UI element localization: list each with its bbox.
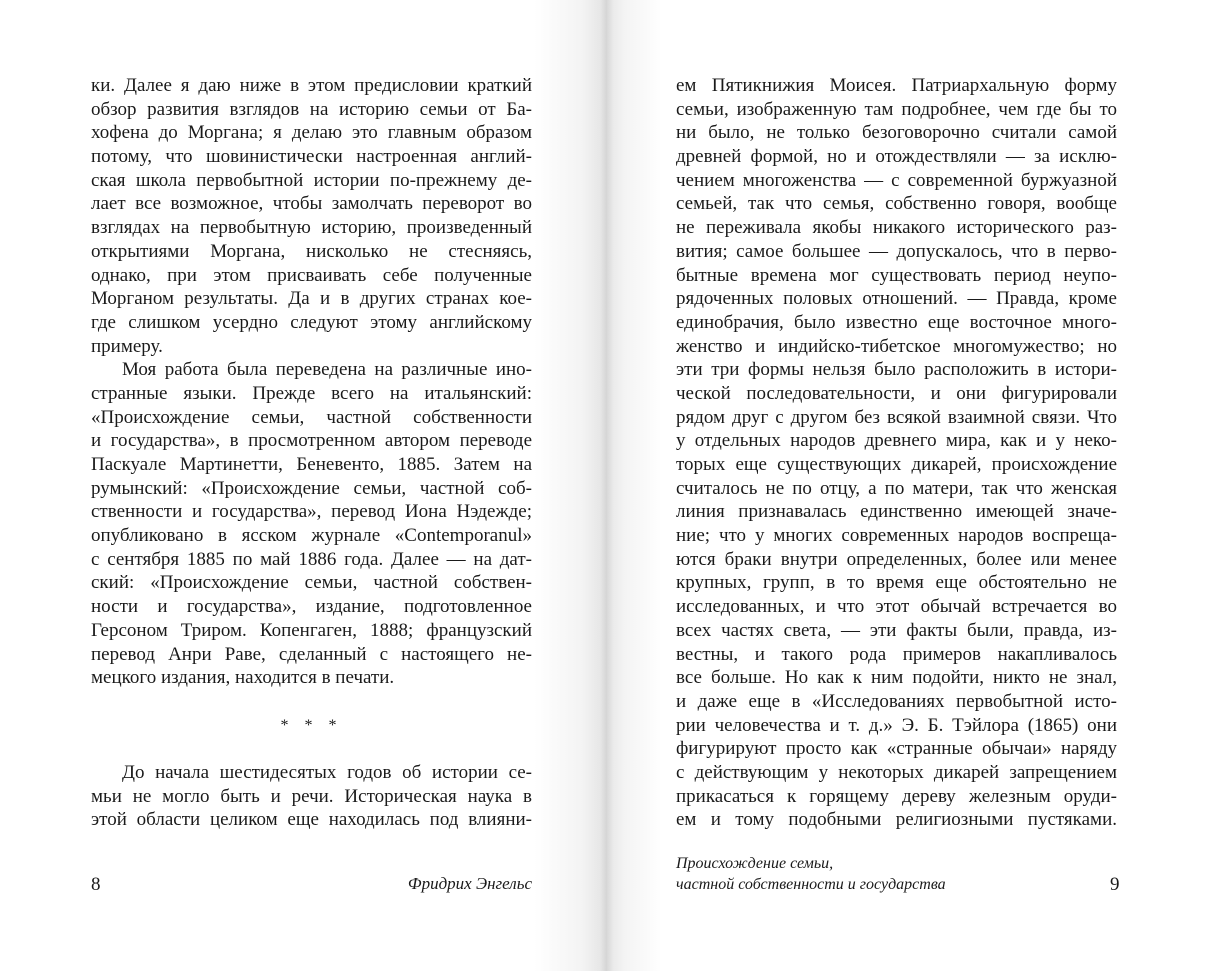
text-line: ются браки внутри определенных, более или менее xyxy=(676,548,1117,570)
running-title: Фридрих Энгельс xyxy=(407,874,532,893)
text-line: ческой последовательности, и они фигурировали xyxy=(676,382,1117,404)
text-line: мецкого издания, находится в печати. xyxy=(91,667,395,689)
text-line: у отдельных народов древнего мира, как и у неко- xyxy=(676,430,1117,452)
text-line: исследованных, и что этот обычай встречается во xyxy=(676,596,1117,618)
text-line: примеру. xyxy=(91,335,163,357)
text-line: с действующим у некоторых дикарей запрещением xyxy=(676,761,1117,783)
text-line: потому, что шовинистически настроенная англий- xyxy=(91,146,532,168)
text-line: лает все возможное, чтобы замолчать переворот во xyxy=(91,193,532,215)
text-line: перевод Анри Раве, сделанный с настоящего не- xyxy=(91,643,532,665)
text-line: женство и индийско-тибетское многомужество; но xyxy=(676,335,1117,357)
left-page-text xyxy=(91,74,532,832)
text-line: семьей, так что семья, собственно говоря, вообще xyxy=(676,193,1117,215)
text-line: крупных, групп, в то время еще обстоятельно не xyxy=(676,572,1117,594)
text-line: где слишком усердно следуют этому английскому xyxy=(91,311,532,333)
text-line: прикасаться к горящему дереву железным оруди- xyxy=(676,785,1117,807)
text-line: ем и тому подобными религиозными пустяками. xyxy=(676,809,1117,831)
text-line: всех частях света, — эти факты были, правда, из- xyxy=(676,619,1117,641)
text-line: древней формой, но и отождествляли — за исклю- xyxy=(676,146,1117,168)
text-line: Моя работа была переведена на различные ино- xyxy=(122,359,532,381)
text-line: бытные времена мог существовать период неупо- xyxy=(676,264,1117,286)
text-line: ем Пятикнижия Моисея. Патриархальную форму xyxy=(676,75,1117,96)
text-line: Герсоном Триром. Копенгаген, 1888; французский xyxy=(91,619,532,641)
text-line: рядоченных половых отношений. — Правда, кроме xyxy=(676,288,1117,310)
text-line: эти три формы нельзя было расположить в истори- xyxy=(676,359,1117,381)
running-title-line: частной собственности и государства xyxy=(676,876,946,893)
running-title xyxy=(676,853,946,895)
text-line: считалось не по отцу, а по матери, так что женская xyxy=(676,477,1117,499)
text-line: ности и государства», издание, подготовленное xyxy=(91,596,532,618)
text-line: ние; что у многих современных народов воспреща- xyxy=(676,525,1117,547)
right-page-text xyxy=(676,74,1117,832)
page-number: 8 xyxy=(91,874,101,895)
text-line: ки. Далее я даю ниже в этом предисловии краткий xyxy=(91,75,532,96)
text-line: фигурируют просто как «странные обычаи» наряду xyxy=(676,738,1117,760)
text-line: чением многоженства — с современной буржуазной xyxy=(676,169,1117,191)
text-line: вестны, и такого рода примеров накапливалось xyxy=(676,643,1117,665)
section-separator: * * * xyxy=(280,716,343,734)
text-line: вития; самое большее — допускалось, что в перво- xyxy=(676,240,1117,262)
text-line: странные языки. Прежде всего на итальянский: xyxy=(91,382,532,404)
page-number: 9 xyxy=(1110,874,1120,895)
text-line: рядом друг с другом без всякой взаимной связи. Что xyxy=(676,406,1117,428)
text-line: Морганом результаты. Да и в других странах кое- xyxy=(91,288,532,310)
text-line: открытиями Моргана, нисколько не стесняясь, xyxy=(91,240,532,262)
text-line: румынский: «Происхождение семьи, частной соб- xyxy=(91,477,532,499)
text-line: хофена до Моргана; я делаю это главным образом xyxy=(91,122,532,144)
text-line: мьи не могло быть и речи. Историческая наука в xyxy=(91,785,532,807)
text-line: единобрачия, было известно еще восточное много- xyxy=(676,311,1117,333)
text-line: с сентября 1885 по май 1886 года. Далее — на дат- xyxy=(91,548,532,570)
text-line: и даже еще в «Исследованиях первобытной исто- xyxy=(676,690,1117,712)
text-line: и государства», в просмотренном автором переводе xyxy=(91,430,532,452)
text-line: однако, при этом присваивать себе полученные xyxy=(91,264,532,286)
running-title-line: Происхождение семьи, xyxy=(676,855,834,872)
text-line: торых еще существующих дикарей, происхождение xyxy=(676,454,1117,475)
text-line: ственности и государства», перевод Иона Нэдежде; xyxy=(91,501,532,523)
text-line: линия признавалась единственно имеющей значе- xyxy=(676,501,1117,523)
text-line: ский: «Происхождение семьи, частной собствен- xyxy=(91,572,532,594)
text-line: опубликовано в ясском журнале «Contemporanul» xyxy=(91,525,532,547)
book-gutter xyxy=(600,0,614,971)
text-line: все больше. Но как к ним подойти, никто не знал, xyxy=(676,667,1117,689)
right-page xyxy=(607,0,1214,971)
text-line: рии человечества и т. д.» Э. Б. Тэйлора (1865) они xyxy=(676,714,1117,736)
text-line: обзор развития взглядов на историю семьи от Ба- xyxy=(91,98,532,120)
text-line: взглядах на первобытную историю, произведенный xyxy=(91,217,532,239)
text-line: «Происхождение семьи, частной собственности xyxy=(91,406,532,428)
text-line: ская школа первобытной истории по-прежнему де- xyxy=(91,169,532,191)
text-line: Паскуале Мартинетти, Беневенто, 1885. Затем на xyxy=(91,454,532,475)
text-line: До начала шестидесятых годов об истории се- xyxy=(122,761,532,783)
text-line: семьи, изображенную там подробнее, чем где бы то xyxy=(676,98,1117,120)
text-line: ни было, не только безоговорочно считали самой xyxy=(676,122,1117,144)
text-line: не переживала якобы никакого исторического раз- xyxy=(676,217,1117,239)
text-line: этой области целиком еще находилась под влияни- xyxy=(91,809,532,831)
